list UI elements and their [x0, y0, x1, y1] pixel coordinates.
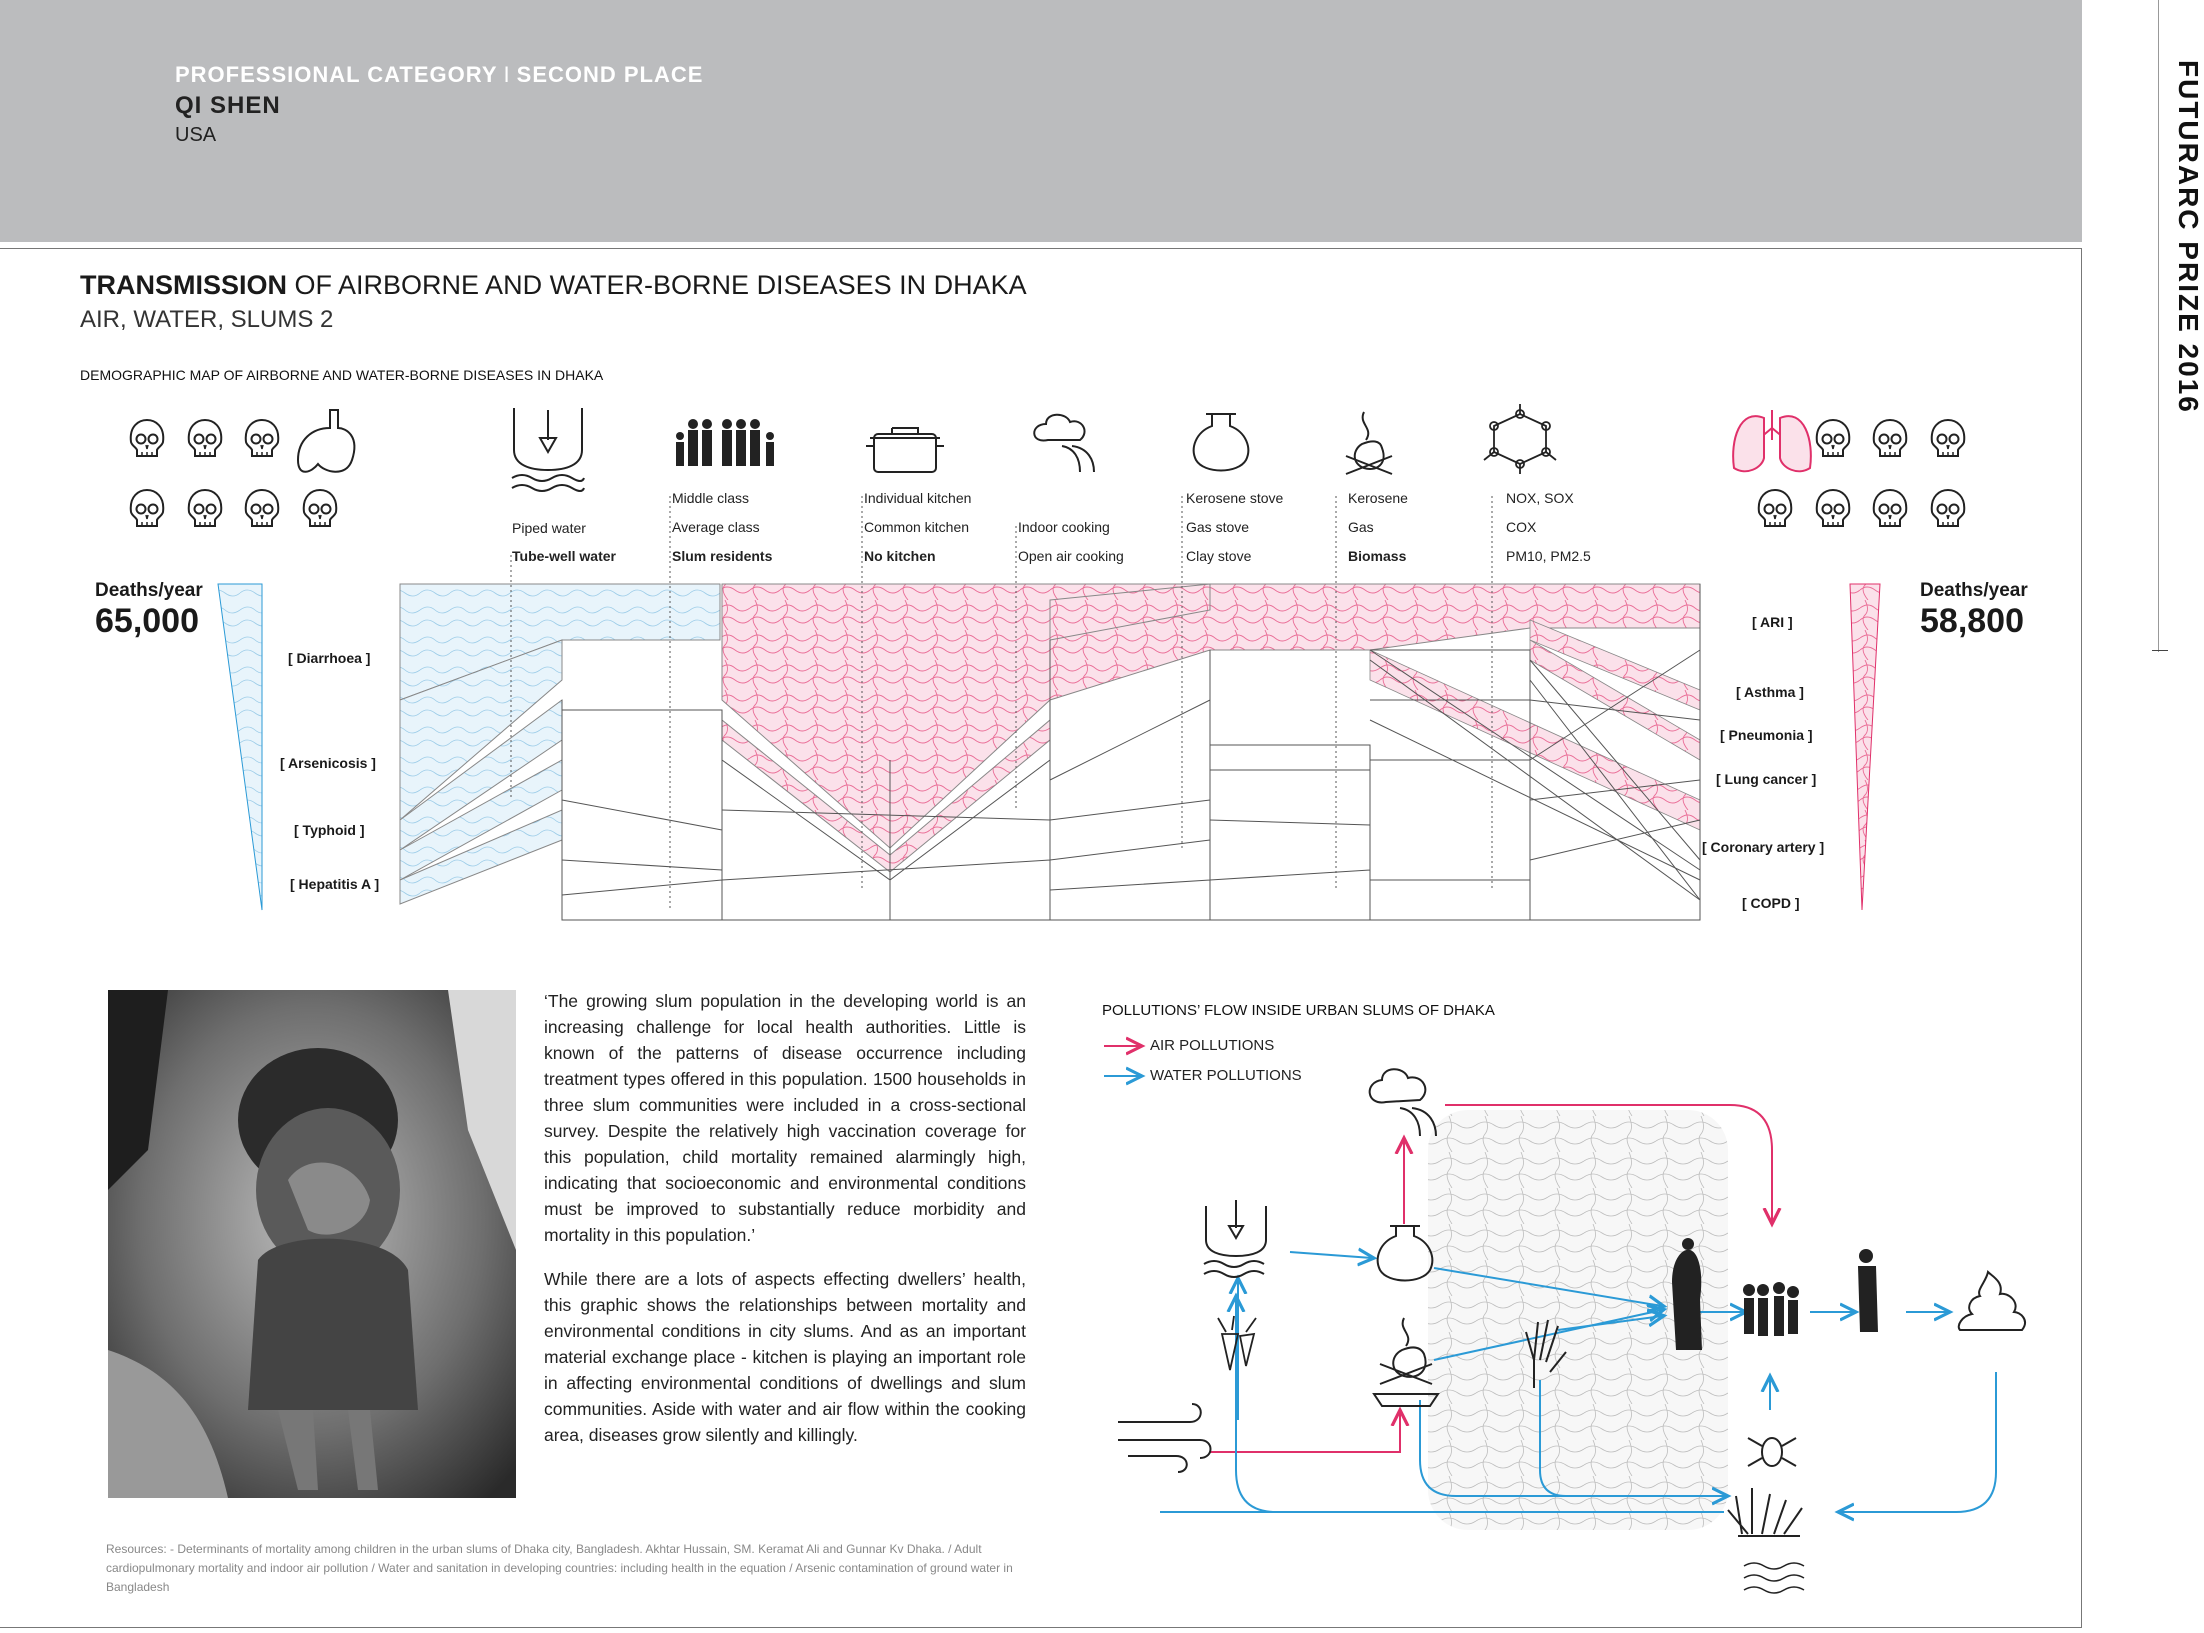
feces-icon — [1959, 1272, 2025, 1330]
kitchen-2: Common kitchen — [864, 519, 970, 535]
vase-icon — [1194, 414, 1249, 471]
stomach-icon — [298, 410, 354, 472]
title-rest: OF AIRBORNE AND WATER-BORNE DISEASES IN DHAKA — [287, 270, 1027, 300]
waves-icon — [1744, 1563, 1804, 1593]
cooking-2: Open air cooking — [1018, 548, 1124, 564]
wind-icon — [1118, 1404, 1211, 1472]
skull-icon — [1817, 490, 1850, 526]
well-icon — [1204, 1200, 1266, 1277]
title-bold: TRANSMISSION — [80, 270, 288, 300]
fly-icon — [1748, 1438, 1796, 1466]
grass-icon — [1728, 1488, 1802, 1536]
map-label: DEMOGRAPHIC MAP OF AIRBORNE AND WATER-BORNE DISEASES IN DHAKA — [80, 367, 604, 383]
stove-1: Kerosene stove — [1186, 490, 1284, 506]
smoke-icon — [1034, 415, 1094, 472]
skull-icon — [189, 420, 222, 456]
skull-icon — [1932, 490, 1965, 526]
pollutant-2: COX — [1506, 519, 1537, 535]
air-disease-2: [ Asthma ] — [1736, 684, 1804, 700]
water-disease-4: [ Hepatitis A ] — [290, 876, 380, 892]
smoke-icon — [1370, 1069, 1436, 1136]
cooking-1: Indoor cooking — [1018, 519, 1110, 535]
kitchen-1: Individual kitchen — [864, 490, 972, 506]
water-source-2: Tube-well water — [512, 548, 616, 564]
people-icon — [676, 419, 774, 466]
air-disease-1: [ ARI ] — [1752, 614, 1793, 630]
class-2: Average class — [672, 519, 760, 535]
category-label: PROFESSIONAL CATEGORY — [175, 62, 498, 87]
page-subtitle: AIR, WATER, SLUMS 2 — [80, 306, 334, 333]
class-1: Middle class — [672, 490, 750, 506]
skull-icon — [189, 490, 222, 526]
side-title: FUTURARC PRIZE 2016 — [2173, 60, 2204, 414]
water-disease-3: [ Typhoid ] — [294, 822, 365, 838]
air-disease-6: [ COPD ] — [1742, 895, 1800, 911]
air-disease-4: [ Lung cancer ] — [1716, 771, 1817, 787]
right-deaths-label: Deaths/year — [1920, 580, 2028, 601]
left-skulls — [131, 420, 337, 526]
stove-2: Gas stove — [1186, 519, 1250, 535]
skull-icon — [304, 490, 337, 526]
well-icon — [512, 408, 584, 491]
flow-diagram — [1104, 1046, 2025, 1593]
water-disease-1: [ Diarrhoea ] — [288, 650, 371, 666]
legend-water-label: WATER POLLUTIONS — [1150, 1067, 1302, 1084]
left-deaths-label: Deaths/year — [95, 580, 203, 601]
author-name: QI SHEN — [175, 92, 281, 119]
air-disease-3: [ Pneumonia ] — [1720, 727, 1813, 743]
water-disease-2: [ Arsenicosis ] — [280, 755, 376, 771]
fuel-1: Kerosene — [1348, 490, 1408, 506]
skull-icon — [1759, 490, 1792, 526]
fire-icon — [1346, 412, 1392, 474]
skull-icon — [246, 490, 279, 526]
quote-paragraph-1: ‘The growing slum population in the developing world is an increasing challenge for local health authorities. Little is known of the patterns of disease occurrence including treatment types offered in this population. 1500 households in three slum communities were included in a cross-sectional survey. Despite the relatively high vaccination coverage for this population, child mortality remained alarmingly high, indicating that socioeconomic and environmental conditions must be improved to substantially reduce morbidity and mortality in this population.’ — [544, 991, 1026, 1245]
author-country: USA — [175, 124, 217, 146]
skull-icon — [246, 420, 279, 456]
water-source-1: Piped water — [512, 520, 586, 536]
right-deaths-value: 58,800 — [1920, 602, 2024, 640]
left-funnel — [218, 584, 262, 910]
class-3: Slum residents — [672, 548, 773, 564]
skull-icon — [1817, 420, 1850, 456]
right-funnel — [1850, 584, 1880, 910]
place-label: SECOND PLACE — [516, 62, 704, 87]
skull-icon — [1932, 420, 1965, 456]
skull-icon — [131, 490, 164, 526]
flow-title: POLLUTIONS’ FLOW INSIDE URBAN SLUMS OF DHAKA — [1102, 1002, 1495, 1019]
legend-air-label: AIR POLLUTIONS — [1150, 1037, 1275, 1054]
molecule-icon — [1484, 404, 1556, 474]
vase-icon — [1378, 1226, 1433, 1281]
quote-block — [544, 988, 1026, 1466]
resources-note: Resources: - Determinants of mortality among children in the urban slums of Dhaka city, Bangladesh. Akhtar Hussain, SM. Keramat Ali and Gunnar Kv Dhaka. / Adult cardiopulmonary mortality and indoor air pollution / Water and sanitation in developing countries: including health in the equation / Arsenic contamination of ground water in Bangladesh — [106, 1542, 1013, 1594]
child-photo — [108, 990, 516, 1498]
left-deaths-value: 65,000 — [95, 602, 199, 640]
lungs-icon — [1733, 410, 1811, 471]
skull-icon — [131, 420, 164, 456]
category-separator: I — [503, 62, 511, 87]
pollutant-3: PM10, PM2.5 — [1506, 548, 1591, 564]
fuel-3: Biomass — [1348, 548, 1407, 564]
quote-paragraph-2: While there are a lots of aspects effecting dwellers’ health, this graphic shows the relationships between mortality and environmental conditions in city slums. And as an important material exchange place - kitchen is playing an important role in affecting environmental conditions of dwellings and slum communities. Aside with water and air flow within the cooking area, diseases grow silently and killingly. — [544, 1269, 1026, 1445]
kitchen-3: No kitchen — [864, 548, 936, 564]
fuel-2: Gas — [1348, 519, 1374, 535]
air-disease-5: [ Coronary artery ] — [1702, 839, 1825, 855]
stove-3: Clay stove — [1186, 548, 1252, 564]
skull-icon — [1874, 490, 1907, 526]
water-flow — [400, 584, 720, 904]
air-flow — [722, 584, 1700, 872]
pot-icon — [866, 428, 944, 472]
skull-icon — [1874, 420, 1907, 456]
pollutant-1: NOX, SOX — [1506, 490, 1574, 506]
